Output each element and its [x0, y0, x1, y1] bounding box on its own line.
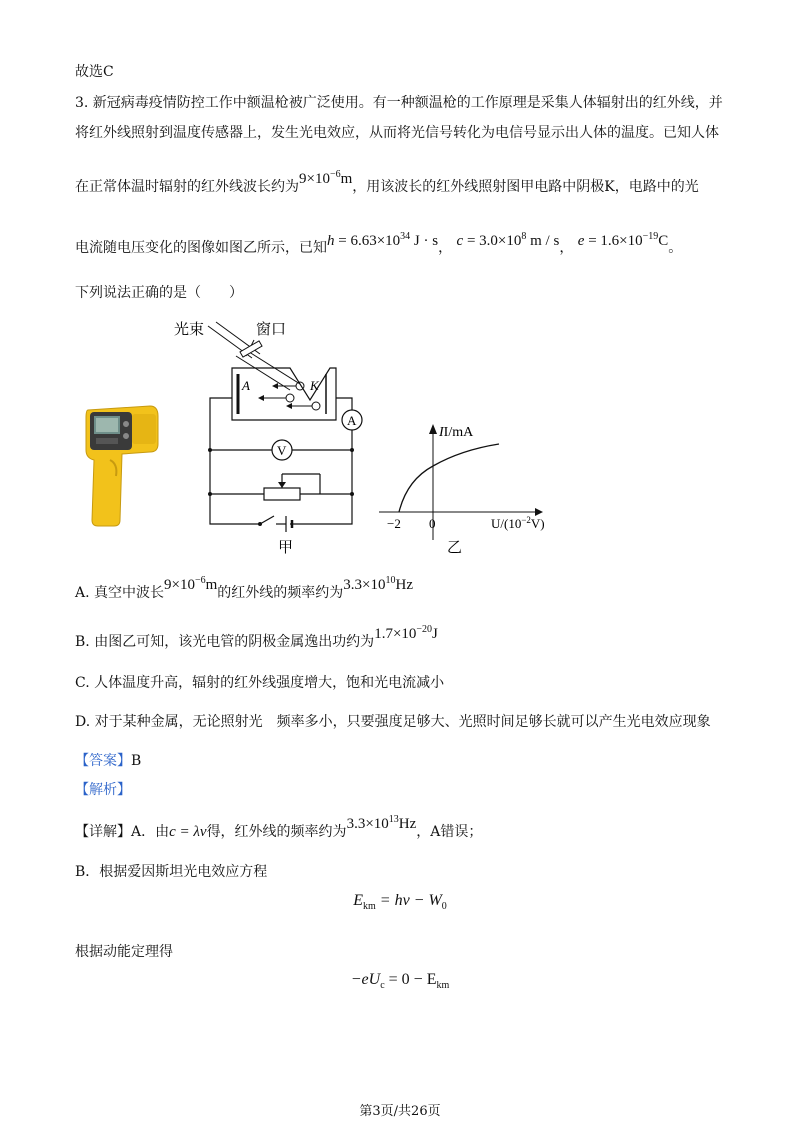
question-stem-line-2: 将红外线照射到温度传感器上，发生光电效应，从而将光信号转化为电信号显示出人体的温度。已知人体	[75, 125, 719, 141]
circuit-diagram-jia	[160, 310, 380, 560]
ammeter-label: A	[347, 413, 357, 428]
tick-0: 0	[429, 516, 436, 531]
question-prompt: 下列说法正确的是（ ）	[75, 285, 243, 301]
iu-curve	[399, 444, 499, 512]
caption-jia: 甲	[278, 540, 294, 556]
page-footer: 第3页/共26页	[359, 1104, 441, 1119]
detail-line: 【详解】A．由c = λν得，红外线的频率约为$3.3\times 10^{13}Hz$，A错误；	[75, 814, 483, 840]
stem-text: ，用该波长的红外线照射图甲电路中阴极K，电路中的光	[352, 179, 699, 195]
question-stem-line-4: 电流随电压变化的图像如图乙所示，已知$h = 6.63\times 10^{34}$ J · s， $c = 3.0\times 10^8$ m / s， $e = 1.6\times 10^{-19}C$。	[75, 231, 683, 256]
answer-line	[75, 751, 141, 771]
speed-of-light: $c = 3.0\times 10^8$ m / s	[456, 231, 560, 249]
thermometer-gun-image	[80, 400, 162, 530]
caption-yi: 乙	[447, 540, 463, 556]
analysis-tag: 【解析】	[75, 782, 131, 798]
label-anode: A	[242, 378, 250, 393]
option-b-explanation: B．根据爱因斯坦光电效应方程	[75, 864, 268, 880]
rheostat	[264, 488, 300, 500]
option-b: B. 由图乙可知，该光电管的阴极金属逸出功约为$1.7\times 10^{-20}J$	[75, 624, 438, 650]
elementary-charge: $e = 1.6\times 10^{-19}C$	[577, 231, 669, 249]
graph-x-label: $U/(10^{-2}V)$	[491, 515, 545, 531]
option-a: A. 真空中波长$9\times 10^{-6}m$的红外线的频率约为$3.3\times 10^{10}Hz$	[75, 575, 414, 601]
label-cathode: K	[310, 378, 319, 393]
graph-y-label: II/mA	[439, 425, 474, 440]
prev-conclusion: 故选C	[75, 64, 114, 80]
photoelectric-tube	[232, 368, 336, 420]
kinetic-equation: $-eU_c = 0 - E_{km}$	[350, 971, 450, 992]
switch	[260, 516, 274, 524]
option-c: C. 人体温度升高，辐射的红外线强度增大，饱和光电流减小	[75, 675, 445, 691]
question-stem-line-3	[75, 169, 699, 197]
planck-constant: $h = 6.63\times 10^{34}$ J · s	[327, 231, 439, 249]
wavelength-value: $9\times 10^{-6}m$	[299, 169, 353, 187]
einstein-equation: $E_{km} = h\nu - W_0$	[353, 892, 447, 913]
iu-graph-yi	[375, 420, 570, 560]
kinetic-theorem-text: 根据动能定理得	[75, 944, 173, 960]
stem-text: 电流随电压变化的图像如图乙所示，已知	[75, 240, 327, 256]
stem-text: 在正常体温时辐射的红外线波长约为	[75, 179, 299, 195]
option-d: D. 对于某种金属，无论照射光 频率多小，只要强度足够大、光照时间足够长就可以产生光电效应现象	[75, 714, 711, 730]
tick-neg2: −2	[387, 516, 401, 531]
question-stem-line-1: 3. 新冠病毒疫情防控工作中额温枪被广泛使用。有一种额温枪的工作原理是采集人体辐射出的红外线，并	[75, 95, 723, 111]
voltmeter-label: V	[277, 443, 287, 458]
answer-tag: 【答案】	[75, 753, 131, 769]
label-beam: 光束	[174, 322, 205, 338]
answer-value: B	[131, 753, 142, 769]
label-window: 窗口	[256, 322, 287, 338]
